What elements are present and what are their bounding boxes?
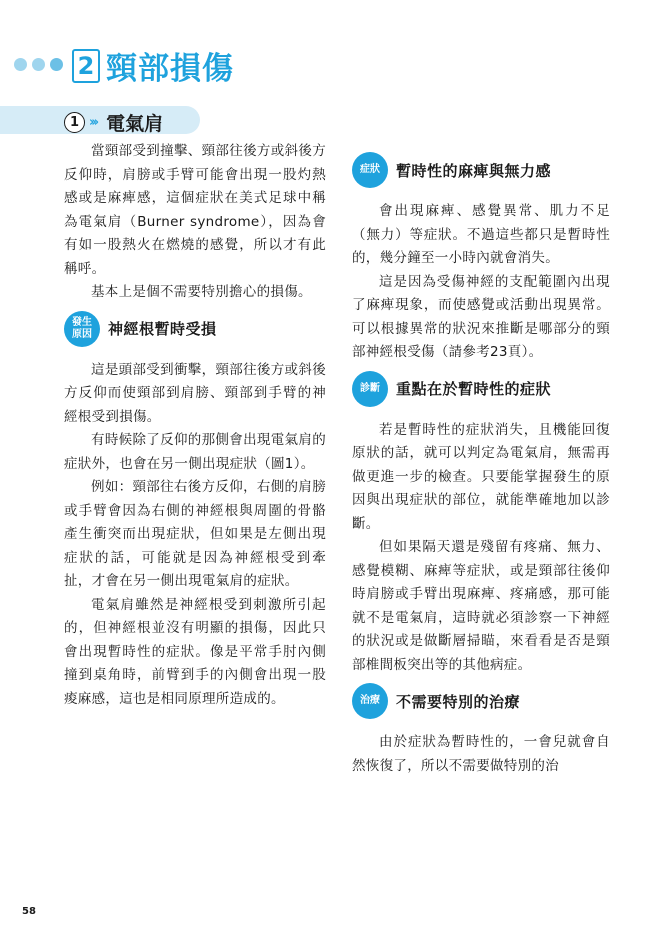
paragraph: 當頸部受到撞擊、頸部往後方或斜後方反仰時，肩膀或手臂可能會出現一股灼熱感或是麻痺感，這個症狀在美式足球中稱為電氣肩（Burner syndrome），因為會有如一股熱火在燃燒的感覺，所以才有此稱呼。	[64, 143, 326, 277]
paragraph: 會出現麻痺、感覺異常、肌力不足（無力）等症狀。不過這些都只是暫時性的，幾分鐘至一小時內就會消失。	[352, 203, 610, 266]
right-column	[352, 146, 610, 778]
paragraph: 這是因為受傷神經的支配範圍內出現了麻痺現象，而使感覺或活動出現異常。可以根據異常的狀況來推斷是哪部分的頸部神經根受傷（請參考23頁）。	[352, 273, 610, 360]
treatment-badge: 治療	[352, 683, 388, 719]
paragraph: 這是頭部受到衝擊，頸部往後方或斜後方反仰而使頸部到肩膀、頸部到手臂的神經根受到損傷。	[64, 361, 326, 425]
symptoms-badge: 症狀	[352, 152, 388, 188]
paragraph: 但如果隔天還是殘留有疼痛、無力、感覺模糊、麻痺等症狀，或是頸部往後仰時肩膀或手臂出現麻痺、疼痛感，那可能就不是電氣肩，這時就必須診察一下神經的狀況或是做斷層掃瞄，來看看是否是頸部椎間板突出等的其他病症。	[352, 539, 610, 673]
subheading-symptoms	[352, 150, 610, 190]
paragraph: 電氣肩雖然是神經根受到刺激所引起的，但神經根並沒有明顯的損傷，因此只會出現暫時性的症狀。像是平常手肘內側撞到桌角時，前臂到手的內側會出現一股痠麻感，這也是相同原理所造成的。	[64, 596, 326, 707]
subheading-title: 神經根暫時受損	[108, 320, 217, 338]
paragraph: 基本上是個不需要特別擔心的損傷。	[91, 284, 312, 300]
subheading-treatment	[352, 681, 610, 721]
subheading-title: 重點在於暫時性的症狀	[396, 380, 552, 398]
diagnosis-badge: 診斷	[352, 371, 388, 407]
chapter-number: 2	[72, 49, 100, 83]
dot-icon	[14, 58, 27, 71]
subheading-title: 暫時性的麻痺與無力感	[396, 161, 552, 180]
double-chevron-icon: ›››	[89, 115, 97, 130]
decorative-dots	[14, 58, 63, 71]
chapter-title: 頸部損傷	[106, 51, 234, 87]
subheading-cause	[64, 309, 326, 349]
section-title: 電氣肩	[106, 113, 164, 135]
paragraph: 由於症狀為暫時性的，一會兒就會自然恢復了，所以不需要做特別的治	[352, 734, 610, 774]
paragraph: 有時候除了反仰的那側會出現電氣肩的症狀外，也會在另一側出現症狀（圖1）。	[64, 432, 326, 472]
subheading-title: 不需要特別的治療	[396, 692, 521, 711]
subheading-diagnosis	[352, 369, 610, 409]
cause-badge: 發生 原因	[64, 311, 100, 347]
paragraph: 例如：頸部往右後方反仰，右側的肩膀或手臂會因為右側的神經根與周圍的骨骼產生衝突而出現症狀，但如果是左側出現症狀的話，可能就是因為神經根受到牽扯，才會在另一側出現電氣肩的症狀。	[64, 479, 326, 589]
paragraph: 若是暫時性的症狀消失，且機能回復原狀的話，就可以判定為電氣肩，無需再做更進一步的檢查。只要能掌握發生的原因與出現症狀的部位，就能準確地加以診斷。	[352, 421, 610, 532]
section-number: 1	[64, 112, 85, 133]
dot-icon	[50, 58, 63, 71]
section-banner	[0, 106, 200, 134]
page-number: 58	[22, 906, 36, 917]
chapter-heading	[72, 43, 234, 88]
dot-icon	[32, 58, 45, 71]
left-column	[64, 140, 326, 711]
